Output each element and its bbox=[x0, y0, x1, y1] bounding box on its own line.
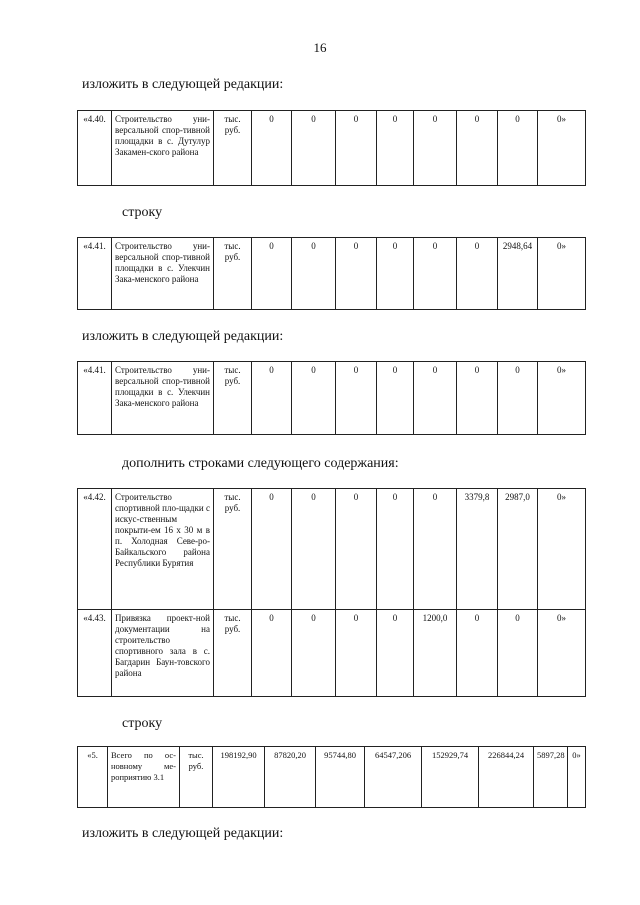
table-row-4-41-old bbox=[77, 237, 586, 310]
row-value: 0 bbox=[292, 489, 336, 610]
row-name: Строительство уни-версальной спор-тивной площадки в с. Улекчин Зака-менского района bbox=[112, 362, 214, 435]
row-value: 0 bbox=[498, 111, 538, 186]
row-value: 0 bbox=[457, 111, 498, 186]
table-row bbox=[78, 747, 586, 808]
row-value: 0 bbox=[457, 610, 498, 697]
row-number: «4.43. bbox=[78, 610, 112, 697]
row-value: 0 bbox=[414, 489, 457, 610]
row-value: 0 bbox=[292, 610, 336, 697]
row-name: Строительство спортивной пло-щадки с искус-ственным покрыти-ем 16 х 30 м в п. Холодная Севе-ро-Байкальского района Республики Бурятия bbox=[112, 489, 214, 610]
table-row bbox=[78, 362, 586, 435]
row-name: Привязка проект-ной документации на строительство спортивного зала в с. Багдарин Баун-товского района bbox=[112, 610, 214, 697]
table-row bbox=[78, 489, 586, 610]
row-value: 5897,28 bbox=[534, 747, 568, 808]
table-row bbox=[78, 610, 586, 697]
table-row-5-total bbox=[77, 746, 586, 808]
row-value: 3379,8 bbox=[457, 489, 498, 610]
row-value: 0 bbox=[292, 362, 336, 435]
row-value: 0» bbox=[538, 610, 586, 697]
row-value: 0 bbox=[292, 238, 336, 310]
row-value: 0» bbox=[538, 362, 586, 435]
row-value: 0 bbox=[377, 489, 414, 610]
row-value: 0 bbox=[336, 362, 377, 435]
row-unit: тыс. руб. bbox=[180, 747, 213, 808]
instruction-paragraph-1: изложить в следующей редакции: bbox=[82, 77, 284, 92]
row-unit: тыс. руб. bbox=[214, 111, 252, 186]
row-value: 0 bbox=[414, 111, 457, 186]
row-value: 0 bbox=[377, 238, 414, 310]
row-number: «4.41. bbox=[78, 362, 112, 435]
row-value: 2948,64 bbox=[498, 238, 538, 310]
row-value: 152929,74 bbox=[422, 747, 479, 808]
row-unit: тыс. руб. bbox=[214, 238, 252, 310]
page-number: 16 bbox=[313, 40, 327, 55]
row-value: 0 bbox=[377, 362, 414, 435]
row-value: 0 bbox=[336, 238, 377, 310]
row-number: «4.40. bbox=[78, 111, 112, 186]
row-value: 0 bbox=[336, 489, 377, 610]
instruction-paragraph-2: строку bbox=[122, 205, 163, 220]
row-value: 0 bbox=[377, 610, 414, 697]
row-value: 0» bbox=[538, 111, 586, 186]
instruction-paragraph-5: строку bbox=[122, 716, 163, 731]
row-unit: тыс. руб. bbox=[214, 362, 252, 435]
row-name: Строительство уни-версальной спор-тивной площадки в с. Улекчин Зака-менского района bbox=[112, 238, 214, 310]
row-value: 0 bbox=[457, 238, 498, 310]
row-value: 0 bbox=[498, 610, 538, 697]
instruction-paragraph-6: изложить в следующей редакции: bbox=[82, 826, 284, 841]
table-row-4-40 bbox=[77, 110, 586, 186]
row-value: 0 bbox=[336, 111, 377, 186]
row-number: «4.41. bbox=[78, 238, 112, 310]
row-number: «4.42. bbox=[78, 489, 112, 610]
row-value: 0 bbox=[498, 362, 538, 435]
row-value: 0» bbox=[538, 489, 586, 610]
row-value: 64547,206 bbox=[365, 747, 422, 808]
row-value: 0 bbox=[414, 362, 457, 435]
row-name: Строительство уни-версальной спор-тивной площадки в с. Дутулур Закамен-ского района bbox=[112, 111, 214, 186]
row-value: 0 bbox=[252, 610, 292, 697]
row-value: 1200,0 bbox=[414, 610, 457, 697]
row-value: 0 bbox=[252, 111, 292, 186]
row-value: 0 bbox=[457, 362, 498, 435]
row-number: «5. bbox=[78, 747, 108, 808]
row-value: 95744,80 bbox=[316, 747, 365, 808]
row-value: 0 bbox=[252, 238, 292, 310]
row-value: 87820,20 bbox=[265, 747, 316, 808]
row-value: 0 bbox=[252, 489, 292, 610]
instruction-paragraph-4: дополнить строками следующего содержания: bbox=[122, 456, 399, 471]
row-value: 226844,24 bbox=[479, 747, 534, 808]
row-value: 0 bbox=[252, 362, 292, 435]
row-unit: тыс. руб. bbox=[214, 610, 252, 697]
row-value: 0» bbox=[538, 238, 586, 310]
row-value: 0 bbox=[414, 238, 457, 310]
row-value: 0 bbox=[377, 111, 414, 186]
instruction-paragraph-3: изложить в следующей редакции: bbox=[82, 329, 284, 344]
row-value: 0» bbox=[568, 747, 586, 808]
row-value: 198192,90 bbox=[213, 747, 265, 808]
row-unit: тыс. руб. bbox=[214, 489, 252, 610]
table-rows-4-42-4-43 bbox=[77, 488, 586, 697]
row-value: 2987,0 bbox=[498, 489, 538, 610]
row-name: Всего по ос-новному ме-роприятию 3.1 bbox=[108, 747, 180, 808]
table-row bbox=[78, 111, 586, 186]
table-row-4-41-new bbox=[77, 361, 586, 435]
table-row bbox=[78, 238, 586, 310]
row-value: 0 bbox=[336, 610, 377, 697]
row-value: 0 bbox=[292, 111, 336, 186]
